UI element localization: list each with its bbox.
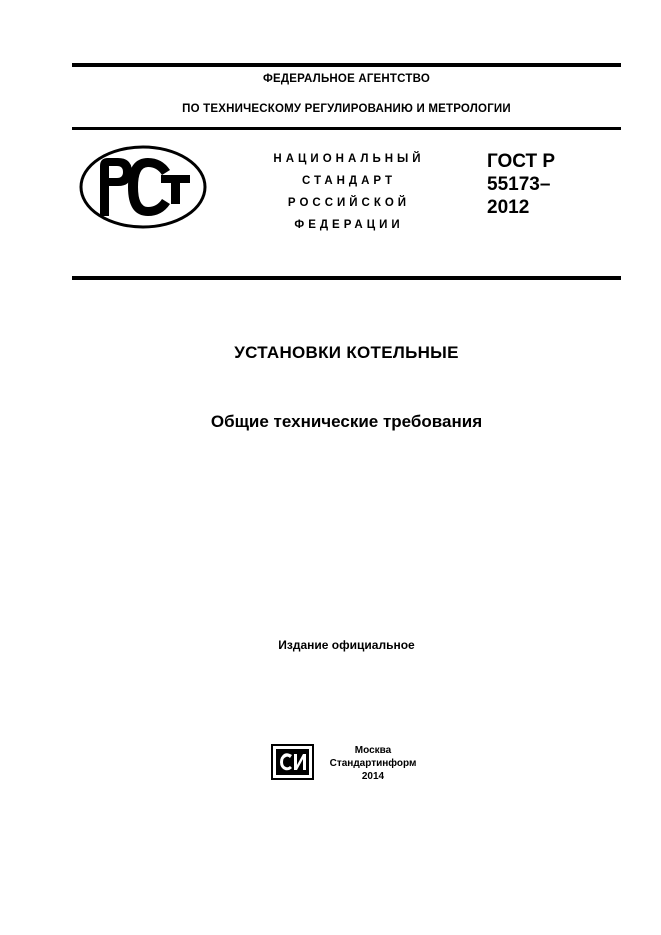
standard-designation <box>487 150 555 219</box>
publication-year: 2014 <box>361 771 385 782</box>
top-rule <box>72 63 621 67</box>
national-standard-line-1: НАЦИОНАЛЬНЫЙ <box>273 153 425 165</box>
rst-logo-icon <box>78 144 208 230</box>
agency-name-line2: ПО ТЕХНИЧЕСКОМУ РЕГУЛИРОВАНИЮ И МЕТРОЛОГИИ <box>182 103 511 115</box>
publisher-name: Стандартинформ <box>329 758 417 769</box>
national-standard-line-4: ФЕДЕРАЦИИ <box>294 219 404 231</box>
standartinform-logo-icon <box>270 743 315 781</box>
designation-line-2: 55173– <box>487 174 551 195</box>
publisher-block <box>318 744 428 783</box>
agency-name-line1: ФЕДЕРАЛЬНОЕ АГЕНТСТВО <box>263 73 430 85</box>
national-standard-block <box>250 148 448 236</box>
publisher-city: Москва <box>354 745 392 756</box>
edition-note: Издание официальное <box>278 638 415 652</box>
document-subtitle: Общие технические требования <box>210 412 483 431</box>
designation-line-3: 2012 <box>487 197 530 218</box>
national-standard-line-3: РОССИЙСКОЙ <box>287 197 411 209</box>
bottom-rule <box>72 276 621 280</box>
document-title: УСТАНОВКИ КОТЕЛЬНЫЕ <box>234 343 459 362</box>
national-standard-line-2: СТАНДАРТ <box>302 175 396 187</box>
middle-rule <box>72 127 621 130</box>
designation-line-1: ГОСТ Р <box>487 151 556 172</box>
